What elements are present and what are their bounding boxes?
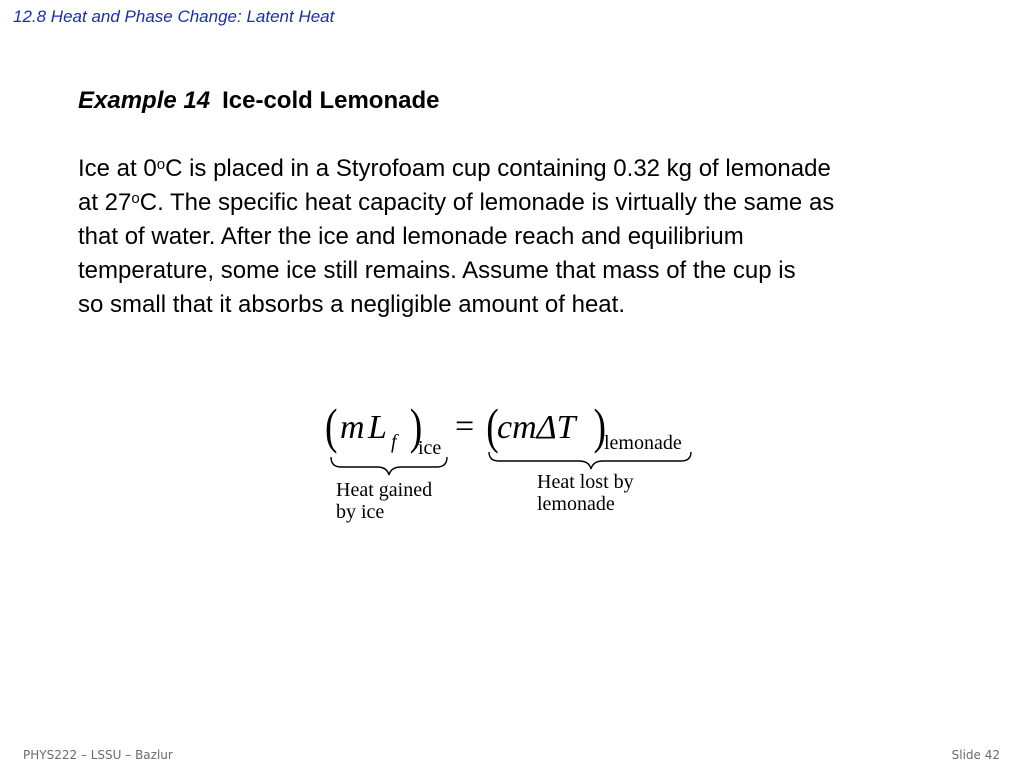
left-caption-line2: by ice xyxy=(336,501,385,523)
left-ice-subscript: ice xyxy=(418,437,442,459)
example-number: Example 14 xyxy=(78,87,211,114)
right-lemonade-subscript: lemonade xyxy=(604,432,682,454)
problem-line: so small that it absorbs a negligible amount of heat. xyxy=(78,291,625,318)
right-caption-line1: Heat lost by xyxy=(537,471,634,493)
example-title: Ice-cold Lemonade xyxy=(222,87,440,114)
example-heading xyxy=(78,87,439,115)
right-caption-line2: lemonade xyxy=(537,493,615,515)
problem-statement xyxy=(78,152,998,322)
problem-line: temperature, some ice still remains. Assume that mass of the cup is xyxy=(78,257,796,284)
slide-section-title: 12.8 Heat and Phase Change: Latent Heat xyxy=(13,7,335,26)
problem-line: that of water. After the ice and lemonade reach and equilibrium xyxy=(78,223,744,250)
left-latent-heat-symbol: L xyxy=(368,409,387,446)
footer-slide-number: Slide 42 xyxy=(951,748,1000,762)
problem-line: at 27$^o$C. The specific heat capacity of lemonade is virtually the same as xyxy=(78,189,835,216)
left-open-paren: ( xyxy=(325,398,338,455)
left-fusion-subscript: f xyxy=(391,431,397,453)
heat-balance-equation xyxy=(325,395,705,535)
right-underbrace xyxy=(489,452,691,469)
right-expression: cmΔT xyxy=(497,409,576,446)
right-open-paren: ( xyxy=(486,398,499,455)
equals-sign: = xyxy=(455,408,475,445)
footer-course-label: PHYS222 – LSSU – Bazlur xyxy=(23,748,173,762)
left-mass-symbol: m xyxy=(340,409,365,446)
left-close-paren: ) xyxy=(409,398,423,455)
right-close-paren: ) xyxy=(593,398,606,455)
left-caption-line1: Heat gained xyxy=(336,479,433,501)
problem-line: Ice at 0$^o$C is placed in a Styrofoam cup containing 0.32 kg of lemonade xyxy=(78,155,831,182)
left-underbrace xyxy=(331,457,447,475)
